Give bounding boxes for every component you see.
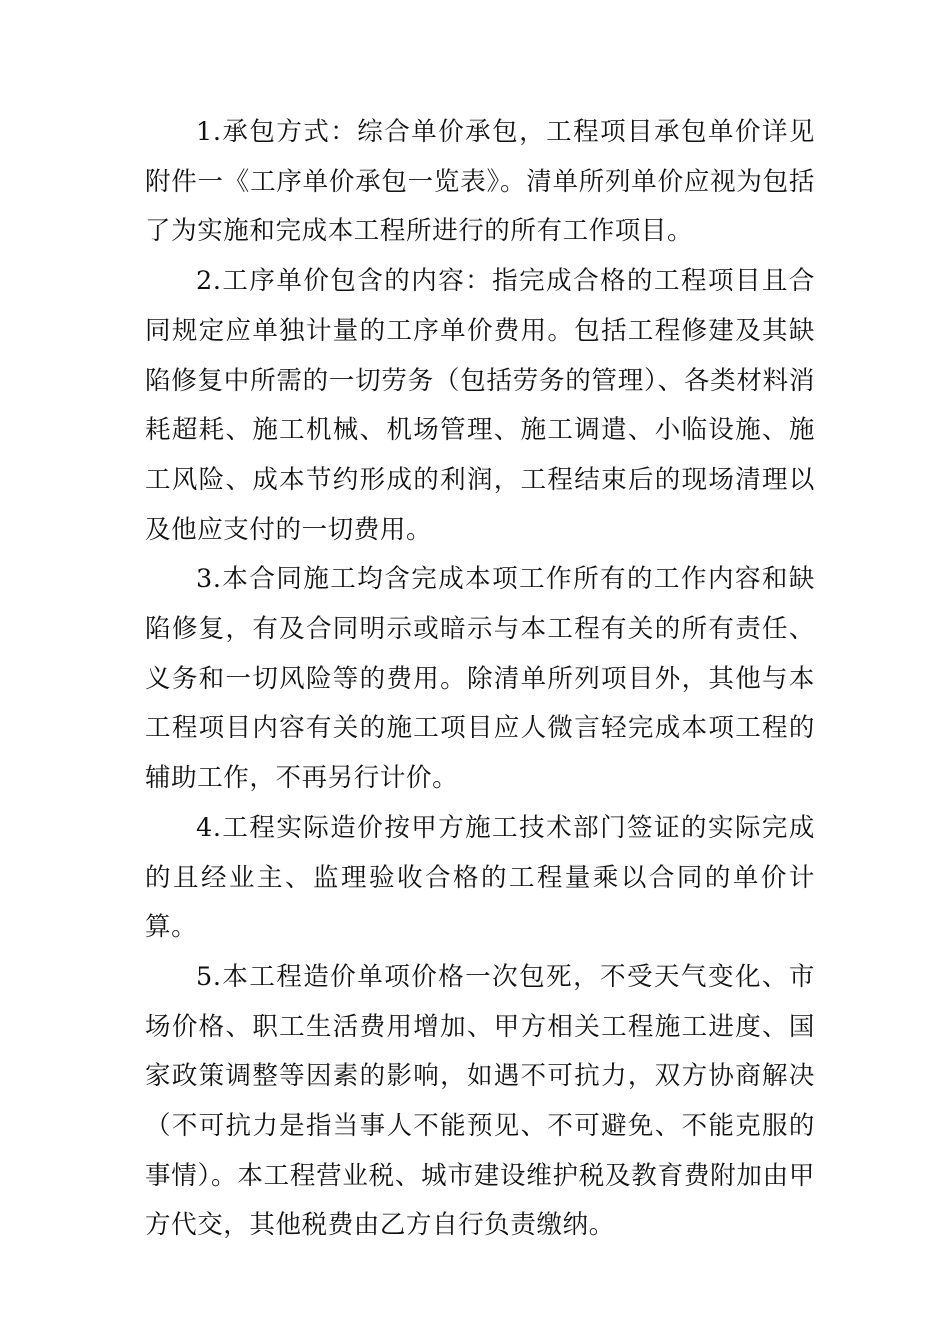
paragraph-fixed-price-taxes: 5.本工程造价单项价格一次包死，不受天气变化、市场价格、职工生活费用增加、甲方相关工程施工进度、国家政策调整等因素的影响，如遇不可抗力，双方协商解决（不可抗力是指当事人不能预见、不可避免、不能克服的事情）。本工程营业税、城市建设维护税及教育费附加由甲方代交，其他税费由乙方自行负责缴纳。	[145, 961, 815, 1241]
paragraph-construction-scope: 3.本合同施工均含完成本项工作所有的工作内容和缺陷修复，有及合同明示或暗示与本工程有关的所有责任、义务和一切风险等的费用。除清单所列项目外，其他与本工程项目内容有关的施工项目应人微言轻完成本项工程的辅助工作，不再另行计价。	[145, 564, 815, 794]
paragraph-unit-price-contents: 2.工序单价包含的内容：指完成合格的工程项目且合同规定应单独计量的工序单价费用。包括工程修建及其缺陷修复中所需的一切劳务（包括劳务的管理）、各类材料消耗超耗、施工机械、机场管理、施工调遣、小临设施、施工风险、成本节约形成的利润，工程结束后的现场清理以及他应支付的一切费用。	[145, 266, 815, 545]
paragraph-actual-cost: 4.工程实际造价按甲方施工技术部门签证的实际完成的且经业主、监理验收合格的工程量乘以合同的单价计算。	[145, 812, 815, 943]
document-body	[145, 108, 815, 1251]
paragraph-contract-method: 1.承包方式：综合单价承包，工程项目承包单价详见附件一《工序单价承包一览表》。清单所列单价应视为包括了为实施和完成本工程所进行的所有工作项目。	[145, 117, 815, 247]
